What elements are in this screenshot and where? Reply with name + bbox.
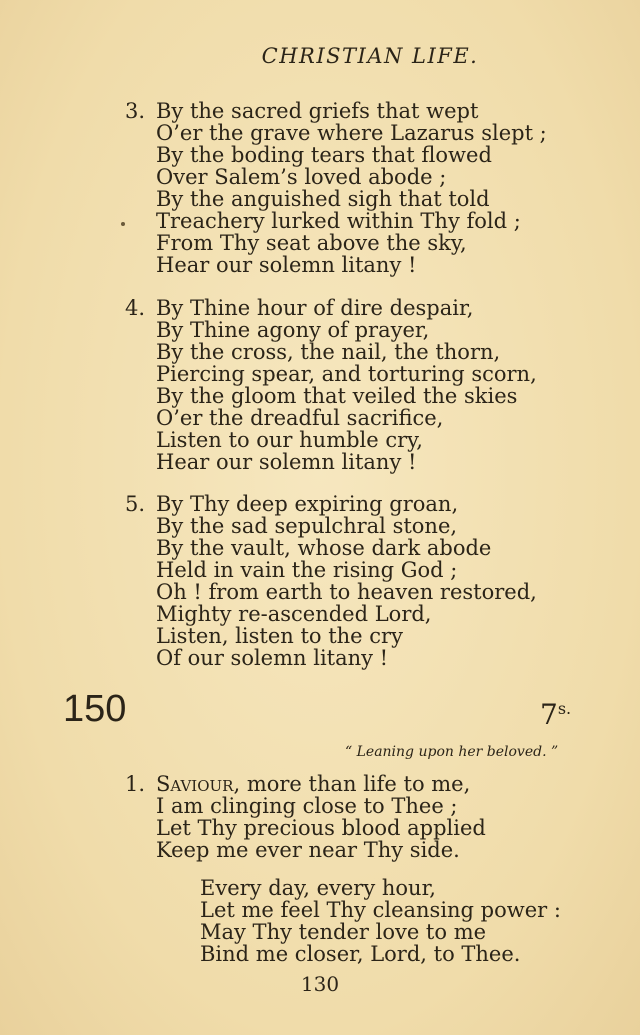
refrain-line: May Thy tender love to me <box>200 920 487 944</box>
verse-line: O’er the grave where Lazarus slept ; <box>156 121 547 145</box>
verse-line: By the gloom that veiled the skies <box>156 384 518 408</box>
verse-number: 3. <box>125 99 146 123</box>
verse-line: Let Thy precious blood applied <box>156 816 486 840</box>
verse-line: By the anguished sigh that told <box>156 187 490 211</box>
verse-line: By the sad sepulchral stone, <box>156 514 458 538</box>
verse-line: Treachery lurked within Thy fold ; <box>156 209 521 233</box>
hymn-number: 150 <box>63 688 127 730</box>
meter-label <box>540 698 571 731</box>
verse-line: By the sacred griefs that wept <box>156 99 479 123</box>
epigraph: “ Leaning upon her beloved. ” <box>345 744 559 760</box>
verse-line: Hear our solemn litany ! <box>156 253 417 277</box>
verse-number: 4. <box>125 296 146 320</box>
running-head: CHRISTIAN LIFE. <box>261 44 479 68</box>
verse-line: Hear our solemn litany ! <box>156 450 417 474</box>
verse-line: Over Salem’s loved abode ; <box>156 165 447 189</box>
verse-line: Keep me ever near Thy side. <box>156 838 460 862</box>
first-word: Saviour <box>156 772 234 796</box>
verse-line: Listen to our humble cry, <box>156 428 423 452</box>
verse-line: From Thy seat above the sky, <box>156 231 467 255</box>
verse-line: By the boding tears that flowed <box>156 143 492 167</box>
refrain-line: Every day, every hour, <box>200 876 436 900</box>
verse-line: By Thine hour of dire despair, <box>156 296 474 320</box>
verse-number: 5. <box>125 492 146 516</box>
meter-suffix: s. <box>557 699 572 718</box>
verse-line: Listen, listen to the cry <box>156 624 403 648</box>
ink-speck <box>121 222 125 226</box>
verse-line <box>156 773 470 795</box>
refrain-line: Let me feel Thy cleansing power : <box>200 898 561 922</box>
verse-line: By the vault, whose dark abode <box>156 536 492 560</box>
page-number: 130 <box>300 972 340 996</box>
verse-line: By Thine agony of prayer, <box>156 318 430 342</box>
refrain-line: Bind me closer, Lord, to Thee. <box>200 942 521 966</box>
verse-line: Piercing spear, and torturing scorn, <box>156 362 537 386</box>
verse-line: Mighty re-ascended Lord, <box>156 602 432 626</box>
verse-line: I am clinging close to Thee ; <box>156 794 458 818</box>
verse-line: Held in vain the rising God ; <box>156 558 458 582</box>
verse-line: Of our solemn litany ! <box>156 646 389 670</box>
verse-line: Oh ! from earth to heaven restored, <box>156 580 537 604</box>
verse-line: By Thy deep expiring groan, <box>156 492 459 516</box>
verse-line: By the cross, the nail, the thorn, <box>156 340 501 364</box>
verse-number: 1. <box>125 772 146 796</box>
first-line-rest: , more than life to me, <box>233 772 471 796</box>
meter-number: 7 <box>540 698 558 731</box>
verse-line: O’er the dreadful sacrifice, <box>156 406 444 430</box>
